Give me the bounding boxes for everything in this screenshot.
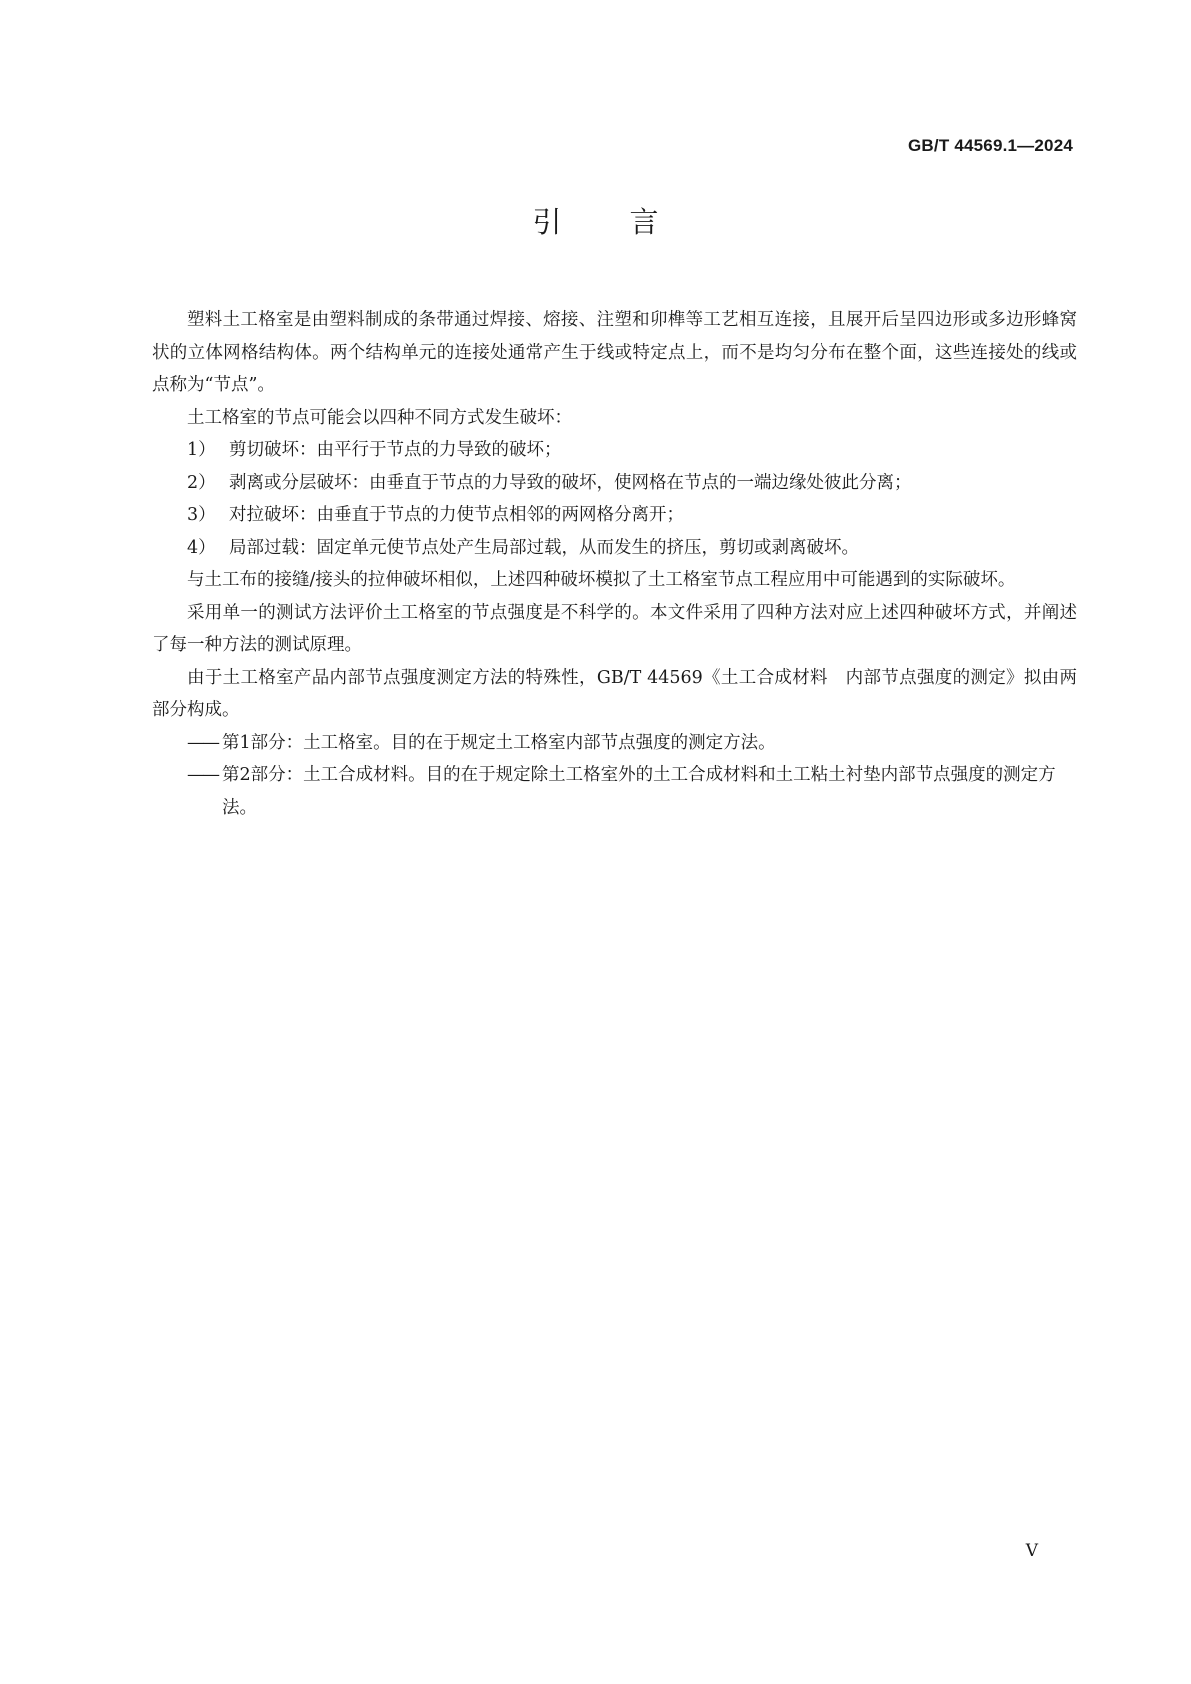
list-number: 3） [187,505,216,525]
list-item [152,467,1077,500]
list-item [152,499,1077,532]
failure-mode-list [152,434,1077,564]
list-text: 局部过载：固定单元使节点处产生局部过载，从而发生的挤压，剪切或剥离破坏。 [229,537,859,558]
list-item [152,759,1077,824]
list-text: 剪切破坏：由平行于节点的力导致的破坏； [229,440,562,460]
page-title: 引言 [532,205,727,239]
list-item [152,727,1077,760]
list-text: 第2部分：土工合成材料。目的在于规定除土工格室外的土工合成材料和土工粘土衬垫内部节点强度的测定方法。 [222,765,1056,818]
list-item [152,434,1077,467]
dash-marker: —— [187,765,218,785]
paragraph-methods: 采用单一的测试方法评价土工格室的节点强度是不科学的。本文件采用了四种方法对应上述四种破坏方式，并阐述了每一种方法的测试原理。 [152,602,1077,655]
list-number: 4） [187,537,216,558]
list-text: 第1部分：土工格室。目的在于规定土工格室内部节点强度的测定方法。 [222,732,776,753]
document-code: GB/T 44569.1—2024 [908,136,1073,155]
list-number: 1） [187,440,216,460]
paragraph-definition: 塑料土工格室是由塑料制成的条带通过焊接、熔接、注塑和卯榫等工艺相互连接，且展开后呈四边形或多边形蜂窝状的立体网格结构体。两个结构单元的连接处通常产生于线或特定点上，而不是均匀分布在整个面，这些连接处的线或点称为“节点”。 [152,310,1077,395]
parts-list [152,727,1077,825]
list-item [152,532,1077,565]
paragraph-structure: 由于土工格室产品内部节点强度测定方法的特殊性，GB/T 44569《土工合成材料 内部节点强度的测定》拟由两部分构成。 [152,667,1077,720]
introduction-body [152,304,1077,824]
list-text: 对拉破坏：由垂直于节点的力使节点相邻的两网格分离开； [229,505,684,525]
page-number: V [1025,1541,1038,1561]
dash-marker: —— [187,732,218,753]
paragraph-simulation: 与土工布的接缝/接头的拉伸破坏相似，上述四种破坏模拟了土工格室节点工程应用中可能遇到的实际破坏。 [187,570,1016,590]
list-text: 剥离或分层破坏：由垂直于节点的力导致的破坏，使网格在节点的一端边缘处彼此分离； [229,472,912,493]
paragraph-failure-intro: 土工格室的节点可能会以四种不同方式发生破坏： [187,407,572,428]
list-number: 2） [187,472,216,493]
